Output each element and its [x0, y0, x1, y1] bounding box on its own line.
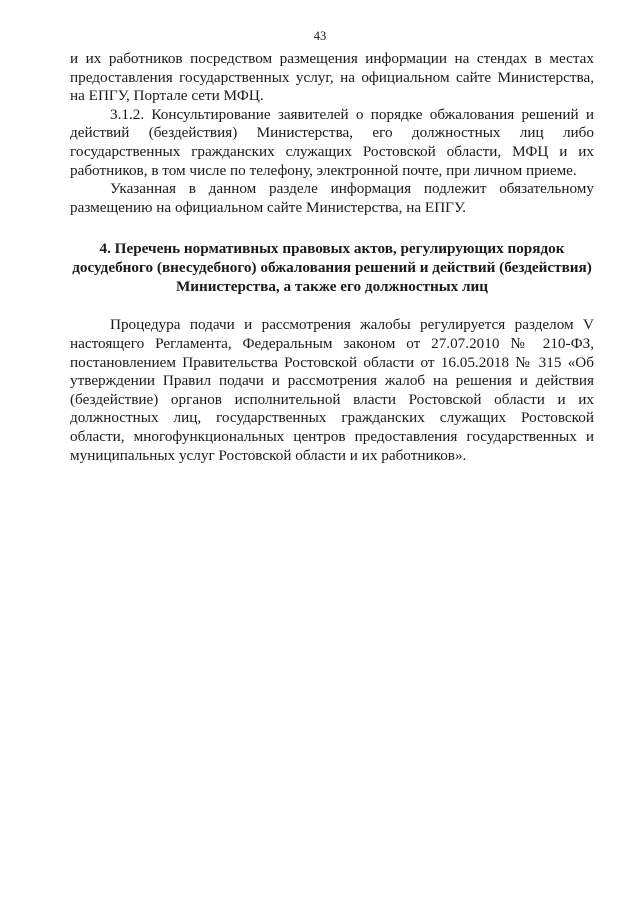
page-number: 43 [313, 29, 327, 43]
section-heading-line: досудебного (внесудебного) обжалования решений и действий (бездействия) [72, 259, 592, 277]
paragraph-continuation: и их работников посредством размещения информации на стендах в местах предоставления государственных услуг, на официальном сайте Министерства, на ЕПГУ, Портале сети МФЦ. [70, 50, 594, 105]
section-heading-line: 4. Перечень нормативных правовых актов, регулирующих порядок [99, 240, 565, 258]
paragraph-publication-note: Указанная в данном разделе информация подлежит обязательному размещению на официальном сайте Министерства, на ЕПГУ. [70, 180, 594, 216]
page-content [70, 50, 594, 465]
section-body-paragraph: Процедура подачи и рассмотрения жалобы регулируется разделом V настоящего Регламента, Федеральным законом от 27.07.2010 № 210-ФЗ, постановлением Правительства Ростовской области от 16.05.2018 № 315 «Об утверждении Правил подачи и рассмотрения жалоб на решения и действия (бездействие) органов исполнительной власти Ростовской области и их должностных лиц, государственных гражданских служащих Ростовской области, многофункциональных центров предоставления государственных и муниципальных услуг Ростовской области и их работников». [70, 316, 594, 464]
section-heading [70, 239, 594, 296]
section-heading-line: Министерства, а также его должностных лиц [175, 278, 489, 296]
paragraph-clause-3-1-2: 3.1.2. Консультирование заявителей о порядке обжалования решений и действий (бездействия) Министерства, его должностных лиц либо государственных гражданских служащих Ростовской области, МФЦ и их работников, в том числе по телефону, электронной почте, при личном приеме. [70, 105, 594, 179]
